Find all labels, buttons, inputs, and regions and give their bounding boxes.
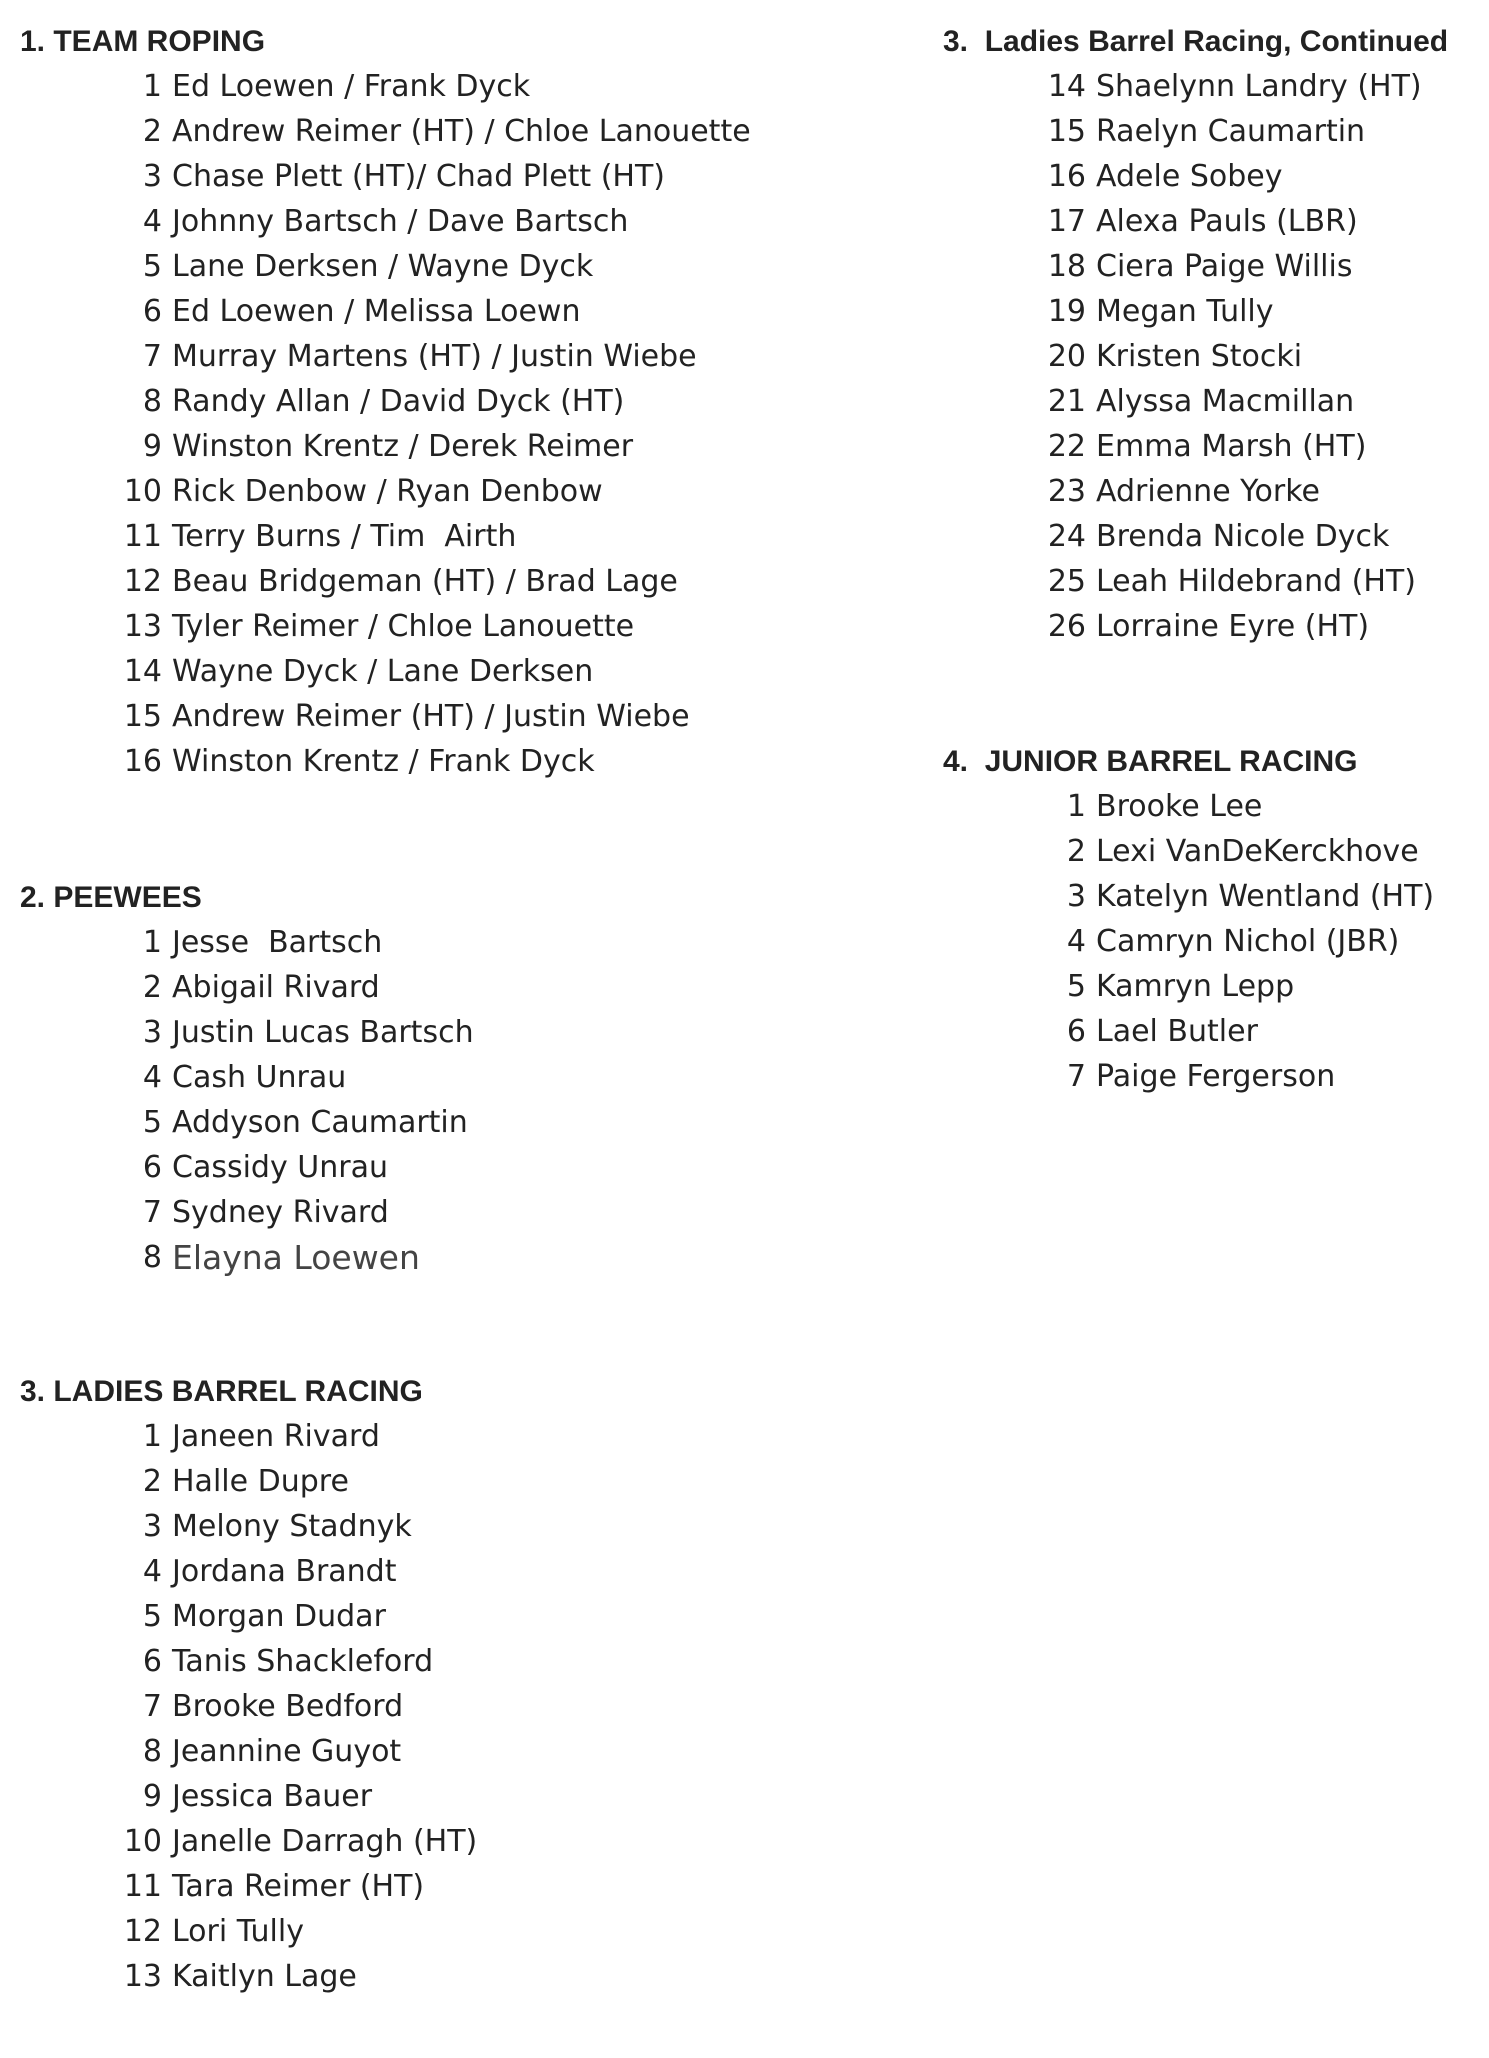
entry-number: 5 xyxy=(142,1599,162,1634)
entry-name: Adrienne Yorke xyxy=(1096,474,1320,509)
entry-name: Shaelynn Landry (HT) xyxy=(1096,69,1422,104)
entry-number: 2 xyxy=(142,114,162,149)
list-item xyxy=(20,965,474,1010)
entry-name: Andrew Reimer (HT) / Chloe Lanouette xyxy=(172,114,751,149)
entry-list xyxy=(20,64,751,784)
entry-name: Tyler Reimer / Chloe Lanouette xyxy=(172,609,635,644)
entry-name: Jordana Brandt xyxy=(172,1554,397,1589)
list-item xyxy=(20,604,751,649)
entry-number: 5 xyxy=(1066,969,1086,1004)
entry-name: Lael Butler xyxy=(1096,1014,1258,1049)
entry-name: Ciera Paige Willis xyxy=(1096,249,1353,284)
list-item xyxy=(20,1909,477,1954)
entry-name: Cassidy Unrau xyxy=(172,1150,388,1185)
entry-list xyxy=(20,920,474,1280)
entry-number: 5 xyxy=(142,1105,162,1140)
list-item xyxy=(943,1009,1434,1054)
entry-name: Melony Stadnyk xyxy=(172,1509,412,1544)
entry-list xyxy=(943,784,1434,1099)
entry-number: 3 xyxy=(142,1509,162,1544)
entry-number: 16 xyxy=(1047,159,1086,194)
list-item xyxy=(943,154,1448,199)
entry-name: Cash Unrau xyxy=(172,1060,347,1095)
list-item xyxy=(20,649,751,694)
list-item xyxy=(943,244,1448,289)
list-item xyxy=(943,64,1448,109)
list-item xyxy=(20,920,474,965)
list-item xyxy=(943,829,1434,874)
entry-number: 6 xyxy=(142,294,162,329)
list-item xyxy=(20,1684,477,1729)
list-item xyxy=(943,874,1434,919)
entry-name: Brooke Bedford xyxy=(172,1689,404,1724)
entry-number: 8 xyxy=(142,384,162,419)
entry-name: Chase Plett (HT)/ Chad Plett (HT) xyxy=(172,159,666,194)
list-item xyxy=(943,964,1434,1009)
entry-name: Rick Denbow / Ryan Denbow xyxy=(172,474,603,509)
list-item xyxy=(20,289,751,334)
entry-number: 18 xyxy=(1047,249,1086,284)
entry-number: 4 xyxy=(142,204,162,239)
entry-name: Lane Derksen / Wayne Dyck xyxy=(172,249,594,284)
entry-name: Tara Reimer (HT) xyxy=(172,1869,425,1904)
entry-number: 3 xyxy=(142,159,162,194)
list-item xyxy=(943,784,1434,829)
entry-name: Jeannine Guyot xyxy=(172,1734,402,1769)
entry-number: 6 xyxy=(1066,1014,1086,1049)
entry-name: Elayna Loewen xyxy=(172,1238,420,1277)
entry-number: 6 xyxy=(142,1644,162,1679)
entry-name: Camryn Nichol (JBR) xyxy=(1096,924,1400,959)
entry-name: Sydney Rivard xyxy=(172,1195,389,1230)
list-item xyxy=(20,64,751,109)
entry-name: Ed Loewen / Frank Dyck xyxy=(172,69,531,104)
entry-name: Emma Marsh (HT) xyxy=(1096,429,1367,464)
entry-number: 9 xyxy=(142,1779,162,1814)
entry-name: Paige Fergerson xyxy=(1096,1059,1336,1094)
entry-number: 1 xyxy=(142,925,162,960)
entry-name: Tanis Shackleford xyxy=(172,1644,434,1679)
list-item xyxy=(20,334,751,379)
list-item xyxy=(20,1459,477,1504)
list-item xyxy=(20,559,751,604)
entry-number: 4 xyxy=(142,1060,162,1095)
entry-number: 13 xyxy=(123,1959,162,1994)
entry-number: 1 xyxy=(142,69,162,104)
entry-name: Adele Sobey xyxy=(1096,159,1283,194)
entry-number: 11 xyxy=(123,1869,162,1904)
entry-name: Brenda Nicole Dyck xyxy=(1096,519,1390,554)
entry-number: 7 xyxy=(142,339,162,374)
section-title: 2. PEEWEES xyxy=(20,881,202,914)
list-item xyxy=(20,1190,474,1235)
entry-name: Wayne Dyck / Lane Derksen xyxy=(172,654,594,689)
entry-name: Winston Krentz / Derek Reimer xyxy=(172,429,634,464)
entry-number: 14 xyxy=(1047,69,1086,104)
entry-list xyxy=(943,64,1448,649)
entry-name: Ed Loewen / Melissa Loewn xyxy=(172,294,581,329)
list-item xyxy=(943,334,1448,379)
section-title: 1. TEAM ROPING xyxy=(20,25,266,58)
entry-name: Jesse Bartsch xyxy=(172,925,383,960)
section-ladies-barrel-racing-continued xyxy=(943,20,1448,649)
entry-number: 9 xyxy=(142,429,162,464)
list-item xyxy=(20,469,751,514)
entry-name: Kamryn Lepp xyxy=(1096,969,1295,1004)
list-item xyxy=(943,199,1448,244)
entry-number: 24 xyxy=(1047,519,1086,554)
section-peewees xyxy=(20,876,474,1280)
entry-number: 2 xyxy=(1066,834,1086,869)
list-item xyxy=(943,604,1448,649)
list-item xyxy=(20,1549,477,1594)
list-item xyxy=(20,1235,474,1280)
entry-number: 7 xyxy=(1066,1059,1086,1094)
entry-name: Morgan Dudar xyxy=(172,1599,386,1634)
entry-number: 7 xyxy=(142,1195,162,1230)
list-item xyxy=(20,514,751,559)
entry-number: 6 xyxy=(142,1150,162,1185)
list-item xyxy=(20,1639,477,1684)
list-item xyxy=(943,289,1448,334)
entry-number: 12 xyxy=(123,564,162,599)
list-item xyxy=(20,1819,477,1864)
entry-name: Alexa Pauls (LBR) xyxy=(1096,204,1358,239)
entry-name: Jessica Bauer xyxy=(172,1779,373,1814)
section-title: 4. JUNIOR BARREL RACING xyxy=(943,745,1358,778)
entry-name: Leah Hildebrand (HT) xyxy=(1096,564,1416,599)
list-item xyxy=(20,154,751,199)
section-title: 3. Ladies Barrel Racing, Continued xyxy=(943,25,1449,58)
entry-name: Kaitlyn Lage xyxy=(172,1959,357,1994)
entry-number: 16 xyxy=(123,744,162,779)
entry-number: 20 xyxy=(1047,339,1086,374)
entry-name: Beau Bridgeman (HT) / Brad Lage xyxy=(172,564,678,599)
list-item xyxy=(20,1100,474,1145)
section-team-roping xyxy=(20,20,751,784)
entry-number: 1 xyxy=(1066,789,1086,824)
entry-name: Andrew Reimer (HT) / Justin Wiebe xyxy=(172,699,690,734)
entry-name: Brooke Lee xyxy=(1096,789,1263,824)
list-item xyxy=(20,244,751,289)
entry-number: 22 xyxy=(1047,429,1086,464)
entry-number: 8 xyxy=(142,1240,162,1275)
entry-number: 8 xyxy=(142,1734,162,1769)
entry-name: Johnny Bartsch / Dave Bartsch xyxy=(172,204,629,239)
list-item xyxy=(20,1729,477,1774)
list-item xyxy=(943,424,1448,469)
list-item xyxy=(20,1594,477,1639)
list-item xyxy=(20,109,751,154)
entry-name: Janelle Darragh (HT) xyxy=(172,1824,478,1859)
entry-number: 10 xyxy=(123,1824,162,1859)
entry-name: Randy Allan / David Dyck (HT) xyxy=(172,384,625,419)
entry-number: 23 xyxy=(1047,474,1086,509)
entry-name: Raelyn Caumartin xyxy=(1096,114,1366,149)
entry-name: Addyson Caumartin xyxy=(172,1105,468,1140)
entry-name: Terry Burns / Tim Airth xyxy=(172,519,517,554)
list-item xyxy=(20,1010,474,1055)
entry-number: 10 xyxy=(123,474,162,509)
entry-name: Katelyn Wentland (HT) xyxy=(1096,879,1435,914)
entry-name: Justin Lucas Bartsch xyxy=(172,1015,474,1050)
entry-name: Alyssa Macmillan xyxy=(1096,384,1355,419)
entry-number: 21 xyxy=(1047,384,1086,419)
list-item xyxy=(943,379,1448,424)
entry-number: 7 xyxy=(142,1689,162,1724)
entry-number: 12 xyxy=(123,1914,162,1949)
entry-number: 4 xyxy=(142,1554,162,1589)
entry-name: Winston Krentz / Frank Dyck xyxy=(172,744,595,779)
entry-number: 2 xyxy=(142,970,162,1005)
entry-number: 5 xyxy=(142,249,162,284)
list-item xyxy=(20,1414,477,1459)
list-item xyxy=(20,199,751,244)
list-item xyxy=(943,469,1448,514)
list-item xyxy=(20,694,751,739)
list-item xyxy=(20,424,751,469)
entry-number: 3 xyxy=(142,1015,162,1050)
entry-number: 3 xyxy=(1066,879,1086,914)
entry-name: Murray Martens (HT) / Justin Wiebe xyxy=(172,339,697,374)
list-item xyxy=(943,559,1448,604)
entry-number: 11 xyxy=(123,519,162,554)
entry-name: Megan Tully xyxy=(1096,294,1274,329)
section-junior-barrel-racing xyxy=(943,740,1434,1099)
entry-number: 19 xyxy=(1047,294,1086,329)
list-item xyxy=(20,1774,477,1819)
list-item xyxy=(943,919,1434,964)
entry-name: Lori Tully xyxy=(172,1914,304,1949)
list-item xyxy=(943,1054,1434,1099)
list-item xyxy=(20,1864,477,1909)
entry-name: Lexi VanDeKerckhove xyxy=(1096,834,1419,869)
entry-number: 15 xyxy=(1047,114,1086,149)
list-item xyxy=(943,514,1448,559)
list-item xyxy=(20,379,751,424)
entry-number: 15 xyxy=(123,699,162,734)
list-item xyxy=(20,1055,474,1100)
entry-name: Janeen Rivard xyxy=(172,1419,380,1454)
entry-number: 2 xyxy=(142,1464,162,1499)
list-item xyxy=(20,1145,474,1190)
list-item xyxy=(943,109,1448,154)
entry-name: Kristen Stocki xyxy=(1096,339,1303,374)
entry-name: Abigail Rivard xyxy=(172,970,380,1005)
entry-number: 4 xyxy=(1066,924,1086,959)
section-title: 3. LADIES BARREL RACING xyxy=(20,1375,423,1408)
list-item xyxy=(20,739,751,784)
list-item xyxy=(20,1504,477,1549)
entry-name: Lorraine Eyre (HT) xyxy=(1096,609,1370,644)
entry-number: 26 xyxy=(1047,609,1086,644)
entry-number: 14 xyxy=(123,654,162,689)
entry-number: 25 xyxy=(1047,564,1086,599)
entry-name: Halle Dupre xyxy=(172,1464,349,1499)
entry-number: 17 xyxy=(1047,204,1086,239)
entry-list xyxy=(20,1414,477,1999)
section-ladies-barrel-racing xyxy=(20,1370,477,1999)
entry-number: 13 xyxy=(123,609,162,644)
entry-number: 1 xyxy=(142,1419,162,1454)
list-item xyxy=(20,1954,477,1999)
